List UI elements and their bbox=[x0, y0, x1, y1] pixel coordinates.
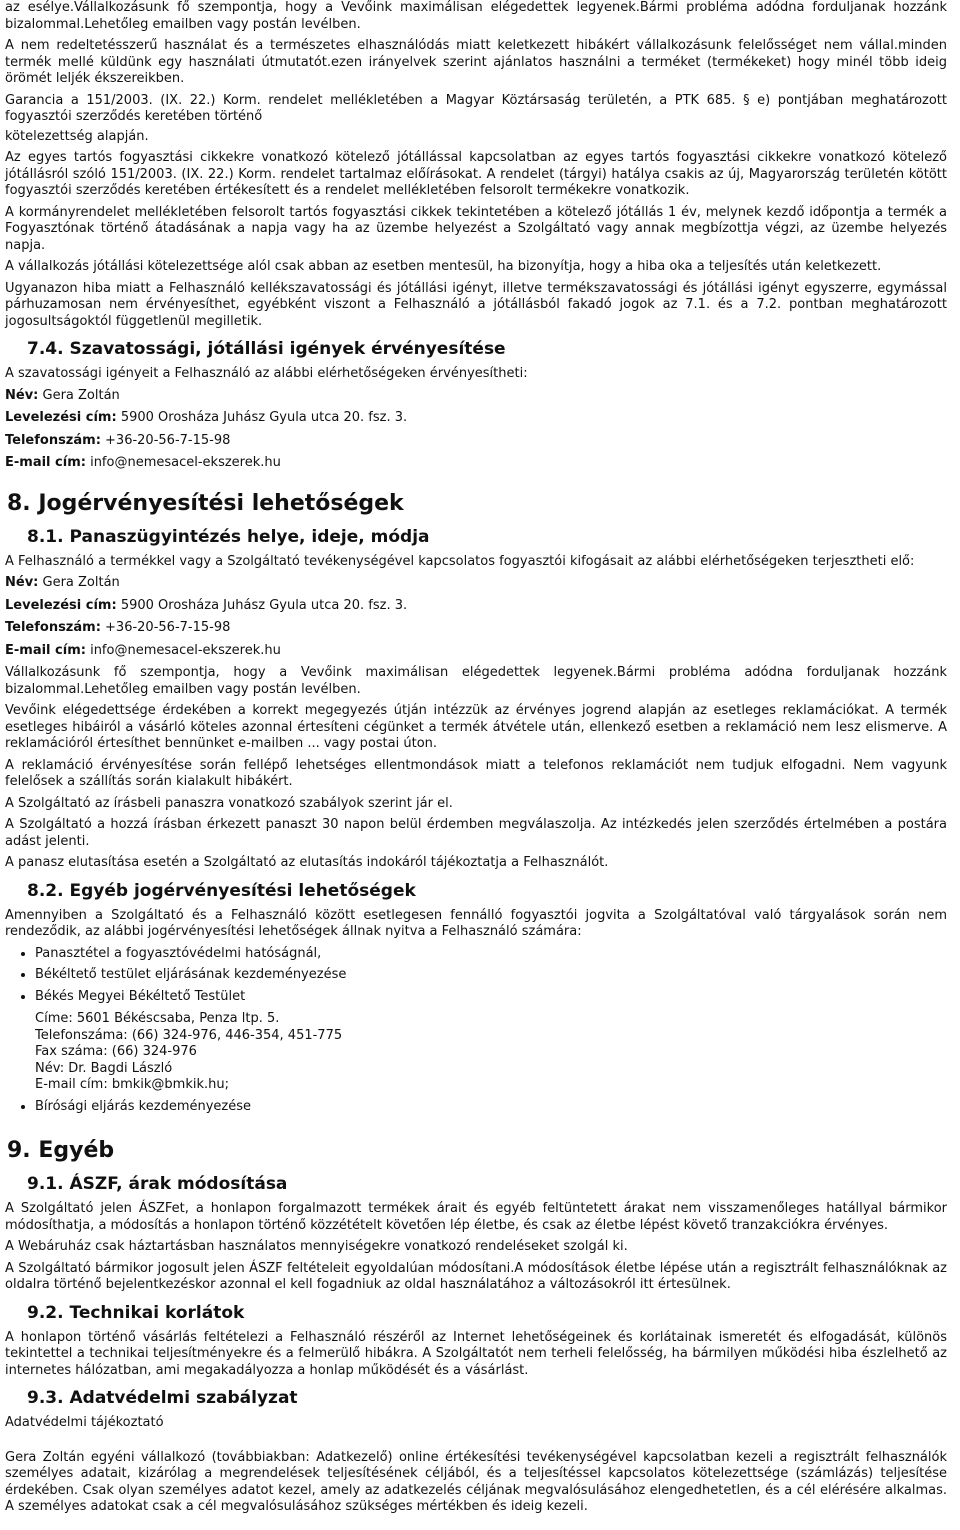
section-heading-8-2: 8.2. Egyéb jogérvényesítési lehetőségek bbox=[27, 880, 416, 901]
section-heading-9: 9. Egyéb bbox=[7, 1138, 115, 1163]
contact-label: Név: bbox=[5, 387, 39, 403]
contact-label: Telefonszám: bbox=[5, 620, 101, 635]
paragraph: Az egyes tartós fogyasztási cikkekre vonatkozó kötelező jótállással kapcsolatban az egyes tartós fogyasztási cikkekre vonatkozó kötelező jótállásról szóló 151/2003. (IX. 22.) Korm. rendelet tartalmaz előírásokat. A rendelet (tárgyi) hatálya csakis az új, Magyarország területén kötött fogyasztói szerződés keretében értékesített és a rendelet mellékletében felsorolt termékekre vonatkozik. bbox=[5, 150, 947, 198]
contact-email bbox=[5, 455, 947, 472]
list-item bbox=[35, 989, 947, 1094]
contact-address bbox=[5, 598, 947, 615]
bekes-address-block bbox=[35, 1011, 947, 1094]
paragraph: A Webáruház csak háztartásban használatos mennyiségekre vonatkozó rendeléseket szolgál ki. bbox=[5, 1239, 628, 1254]
paragraph: Vállalkozásunk fő szempontja, hogy a Vevőink maximálisan elégedettek legyenek.Bármi probléma adódna forduljanak hozzánk bizalommal.Lehetőleg emailben vagy postán levélben. bbox=[5, 665, 947, 697]
contact-label: Telefonszám: bbox=[5, 432, 101, 448]
bekes-address: Címe: 5601 Békéscsaba, Penza ltp. 5. bbox=[35, 1011, 280, 1026]
list-item-label: Békés Megyei Békéltető Testület bbox=[35, 988, 246, 1004]
paragraph: A Szolgáltató jelen ÁSZFet, a honlapon forgalmazott termékek árait és egyéb feltüntetett árakat nem visszamenőleges hatállyal bármikor módosíthatja, a módosítás a honlapon történő közzétételt követően lép életbe, és csak az életbe lépést követő tranzakciókra érvényes. bbox=[5, 1201, 947, 1233]
paragraph: A Szolgáltató a hozzá írásban érkezett panaszt 30 napon belül érdemben megválaszolja. Az intézkedés jelen szerződés értelmében a postára adást jelenti. bbox=[5, 817, 947, 849]
paragraph: Amennyiben a Szolgáltató és a Felhasználó között esetlegesen fennálló fogyasztói jogvita a Szolgáltatóval való tárgyalások során nem rendeződik, az alábbi jogérvényesítési lehetőségek állnak nyitva a Felhasználó számára: bbox=[5, 907, 947, 939]
paragraph: kötelezettség alapján. bbox=[5, 128, 149, 144]
contact-phone bbox=[5, 620, 947, 637]
section-heading-9-2: 9.2. Technikai korlátok bbox=[27, 1302, 245, 1323]
bekes-email: E-mail cím: bmkik@bmkik.hu; bbox=[35, 1077, 229, 1092]
bekes-phone: Telefonszáma: (66) 324-976, 446-354, 451-775 bbox=[35, 1027, 343, 1043]
contact-label: Név: bbox=[5, 575, 39, 590]
paragraph: A panasz elutasítása esetén a Szolgáltató az elutasítás indokáról tájékoztatja a Felhasználót. bbox=[5, 855, 609, 870]
list-item: • Panasztétel a fogyasztóvédelmi hatóságnál, bbox=[35, 946, 947, 963]
section-heading-7-4: 7.4. Szavatossági, jótállási igények érvényesítése bbox=[27, 339, 506, 359]
contact-block bbox=[5, 388, 947, 472]
section-heading-9-1: 9.1. ÁSZF, árak módosítása bbox=[27, 1174, 288, 1194]
section-heading-8: 8. Jogérvényesítési lehetőségek bbox=[7, 490, 404, 516]
paragraph: A vállalkozás jótállási kötelezettsége alól csak abban az esetben mentesül, ha bizonyítja, hogy a hiba oka a teljesítés után keletkezett. bbox=[5, 259, 882, 274]
contact-address bbox=[5, 410, 947, 427]
paragraph: Ugyanazon hiba miatt a Felhasználó kellékszavatossági és jótállási igényt, illetve termékszavatossági és jótállási igényt egyszerre, egymással párhuzamosan nem érvényesíthet, egyébként viszont a Felhasználó a jótállásból fakadó jogok az 7.1. és a 7.2. pontban meghatározott jogosultságoktól függetlenül megilletik. bbox=[5, 280, 947, 329]
section-heading-8-1: 8.1. Panaszügyintézés helye, ideje, módja bbox=[27, 526, 430, 547]
bekes-fax: Fax száma: (66) 324-976 bbox=[35, 1044, 197, 1059]
paragraph: az esélye.Vállalkozásunk fő szempontja, hogy a Vevőink maximálisan elégedettek legyenek.Bármi probléma adódna forduljanak hozzánk bizalommal.Lehetőleg emailben vagy postán levélben. bbox=[5, 0, 947, 32]
paragraph: A kormányrendelet mellékletében felsorolt tartós fogyasztási cikkek tekintetében a kötelező jótállás 1 év, melynek kezdő időpontja a termék a Fogyasztónak történő átadásának a napja vagy ha az üzembe helyezést a Szolgáltató vagy annak megbízottja végzi, az üzembe helyezés napja. bbox=[5, 204, 947, 253]
paragraph: A Szolgáltató bármikor jogosult jelen ÁSZF feltételeit egyoldalúan módosítani.A módosítások életbe lépése után a regisztrált felhasználóknak az oldalra történő bejelentkezéskor azonnal el kell fogadniuk az oldal használatához a változásokról itt értesülnek. bbox=[5, 1260, 947, 1292]
list-item: • Bírósági eljárás kezdeményezése bbox=[35, 1099, 947, 1116]
list-item: • Békéltető testület eljárásának kezdeményezése bbox=[35, 967, 947, 984]
bekes-name: Név: Dr. Bagdi László bbox=[35, 1060, 173, 1076]
remedy-list bbox=[5, 946, 947, 1116]
paragraph: A nem redeltetésszerű használat és a természetes elhasználódás miatt keletkezett hibákért vállalkozásunk felelősséget nem vállal.minden termék mellé küldünk egy használati útmutatót.ezen irányelvek szerint ajánlatos használni a terméket (termékeket) hogy minél több ideig örömét leljék ékszereikben. bbox=[5, 38, 947, 86]
contact-name bbox=[5, 575, 947, 592]
contact-value: +36-20-56-7-15-98 bbox=[100, 432, 231, 448]
paragraph: A szavatossági igényeit a Felhasználó az alábbi elérhetőségeken érvényesítheti: bbox=[5, 366, 528, 381]
contact-value: 5900 Orosháza Juhász Gyula utca 20. fsz. 3. bbox=[116, 597, 408, 613]
contact-label: Levelezési cím: bbox=[5, 597, 117, 613]
contact-email bbox=[5, 643, 947, 660]
section-heading-9-3: 9.3. Adatvédelmi szabályzat bbox=[27, 1388, 298, 1408]
paragraph: Garancia a 151/2003. (IX. 22.) Korm. rendelet mellékletében a Magyar Köztársaság területén, a PTK 685. § e) pontjában meghatározott fogyasztói szerződés keretében történő bbox=[5, 92, 947, 124]
contact-label: Levelezési cím: bbox=[5, 410, 117, 425]
contact-block bbox=[5, 575, 947, 659]
contact-value: Gera Zoltán bbox=[38, 387, 120, 403]
paragraph: Vevőink elégedettsége érdekében a korrekt megegyezés útján intézzük az érvényes jogrend alapján az esetleges reklamációkat. A termék esetleges hibáiról a vásárló köteles azonnal értesíteni cégünket a termék átvétele után, ellenkező esetben a reklamáció nem lesz elismerve. A reklamációról értesíthet bennünket e-mailben ... vagy postai úton. bbox=[5, 703, 947, 751]
paragraph: Adatvédelmi tájékoztató bbox=[5, 1415, 164, 1430]
paragraph: A reklamáció érvényesítése során fellépő lehetséges ellentmondások miatt a telefonos reklamációt nem tudjuk elfogadni. Nem vagyunk felelősek a szállítás során kialakult hibákért. bbox=[5, 757, 947, 789]
contact-value: info@nemesacel-ekszerek.hu bbox=[85, 642, 281, 658]
paragraph: A Szolgáltató az írásbeli panaszra vonatkozó szabályok szerint jár el. bbox=[5, 795, 453, 811]
contact-name bbox=[5, 388, 947, 405]
paragraph: A Felhasználó a termékkel vagy a Szolgáltató tevékenységével kapcsolatos fogyasztói kifogásait az alábbi elérhetőségeken terjesztheti elő: bbox=[5, 553, 915, 569]
contact-phone bbox=[5, 433, 947, 450]
paragraph: Gera Zoltán egyéni vállalkozó (továbbiakban: Adatkezelő) online értékesítési tevékenységével kapcsolatban kezeli a regisztrált felhasználók személyes adatait, kizárólag a megrendelések teljesítésének céljából, és a teljesítéssel kapcsolatos kötelezettsége (számlázás) teljesítése érdekében. Csak olyan személyes adatot kezel, amely az adatkezelés céljának megvalósulásához elengedhetetlen, és a cél elérésére alkalmas. A személyes adatokat csak a cél megvalósulásához szükséges mértékben és ideig kezeli. bbox=[5, 1449, 947, 1514]
contact-value: info@nemesacel-ekszerek.hu bbox=[85, 455, 281, 470]
contact-label: E-mail cím: bbox=[5, 642, 86, 658]
paragraph: A honlapon történő vásárlás feltételezi a Felhasználó részéről az Internet lehetőségeinek és korlátainak ismeretét és elfogadását, különös tekintettel a technikai teljesítményekre és a felmerülő hibákra. A Szolgáltatót nem terheli felelősség, ha bármilyen működési hiba észlelhető az internetes hálózatban, ami megakadályozza a honlap működését és a vásárlást. bbox=[5, 1329, 947, 1378]
contact-value: Gera Zoltán bbox=[38, 575, 120, 590]
contact-value: +36-20-56-7-15-98 bbox=[100, 620, 231, 635]
contact-value: 5900 Orosháza Juhász Gyula utca 20. fsz. 3. bbox=[116, 410, 408, 425]
contact-label: E-mail cím: bbox=[5, 455, 86, 470]
